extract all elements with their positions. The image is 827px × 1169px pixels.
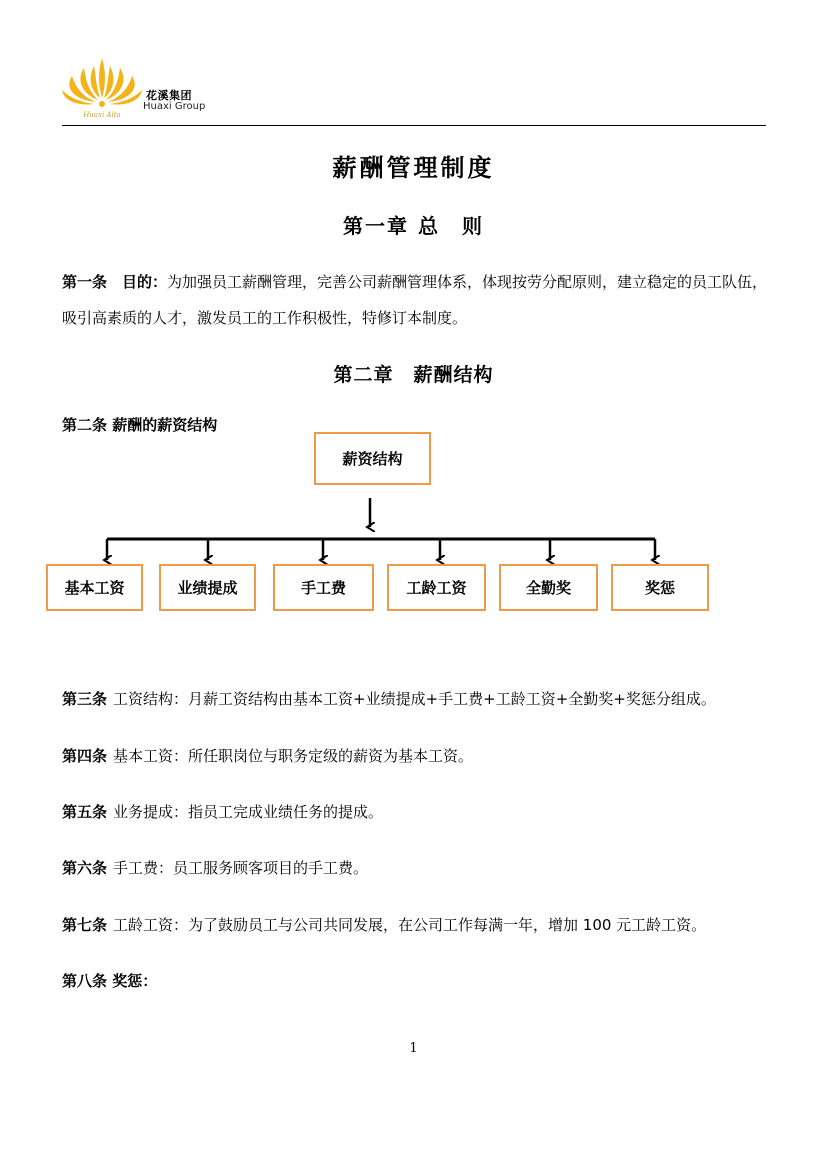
article-5-label: 第五条 (62, 803, 108, 821)
article-1 (62, 264, 768, 336)
article-7 (62, 914, 782, 935)
article-3 (62, 688, 782, 709)
node-seniority-pay: 工龄工资 (387, 564, 486, 611)
node-service-fee: 手工费 (273, 564, 374, 611)
page-number: 1 (409, 1041, 418, 1056)
article-7-label: 第七条 (62, 916, 108, 934)
article-5-text: 业务提成：指员工完成业绩任务的提成。 (113, 803, 384, 821)
article-4-label: 第四条 (62, 747, 108, 765)
company-logo-icon (58, 54, 146, 120)
article-6-text: 手工费：员工服务顾客项目的手工费。 (113, 859, 369, 877)
salary-structure-root-node: 薪资结构 (314, 432, 431, 485)
article-8 (62, 970, 782, 991)
article-3-text: 工资结构：月薪工资结构由基本工资+业绩提成+手工费+工龄工资+全勤奖+奖惩分组成。 (113, 690, 716, 708)
article-4 (62, 745, 782, 766)
chapter-1-heading: 第一章 总 则 (343, 214, 484, 238)
node-rewards-penalties: 奖惩 (611, 564, 709, 611)
article-1-label: 第一条 目的： (62, 273, 168, 291)
article-4-text: 基本工资：所任职岗位与职务定级的薪资为基本工资。 (113, 747, 474, 765)
chapter-2-heading: 第二章 薪酬结构 (333, 364, 494, 386)
node-performance-commission: 业绩提成 (159, 564, 256, 611)
article-7-text: 工龄工资：为了鼓励员工与公司共同发展，在公司工作每满一年，增加 100 元工龄工资。 (113, 916, 707, 934)
company-name-en: Huaxi Group (143, 101, 206, 112)
article-3-label: 第三条 (62, 690, 108, 708)
svg-text:Huaxi Alta: Huaxi Alta (83, 111, 121, 119)
article-6 (62, 857, 782, 878)
company-name-cn: 花溪集团 (146, 89, 192, 102)
article-6-label: 第六条 (62, 859, 108, 877)
header-divider (62, 125, 766, 126)
node-base-salary: 基本工资 (46, 564, 143, 611)
document-title: 薪酬管理制度 (332, 154, 495, 182)
article-2-label: 第二条 薪酬的薪资结构 (62, 416, 218, 434)
article-1-text: 为加强员工薪酬管理，完善公司薪酬管理体系，体现按劳分配原则，建立稳定的员工队伍，吸引高素质的人才，激发员工的工作积极性，特修订本制度。 (62, 273, 768, 327)
article-5 (62, 801, 782, 822)
article-8-label: 第八条 奖惩： (62, 972, 158, 990)
node-attendance-bonus: 全勤奖 (499, 564, 598, 611)
